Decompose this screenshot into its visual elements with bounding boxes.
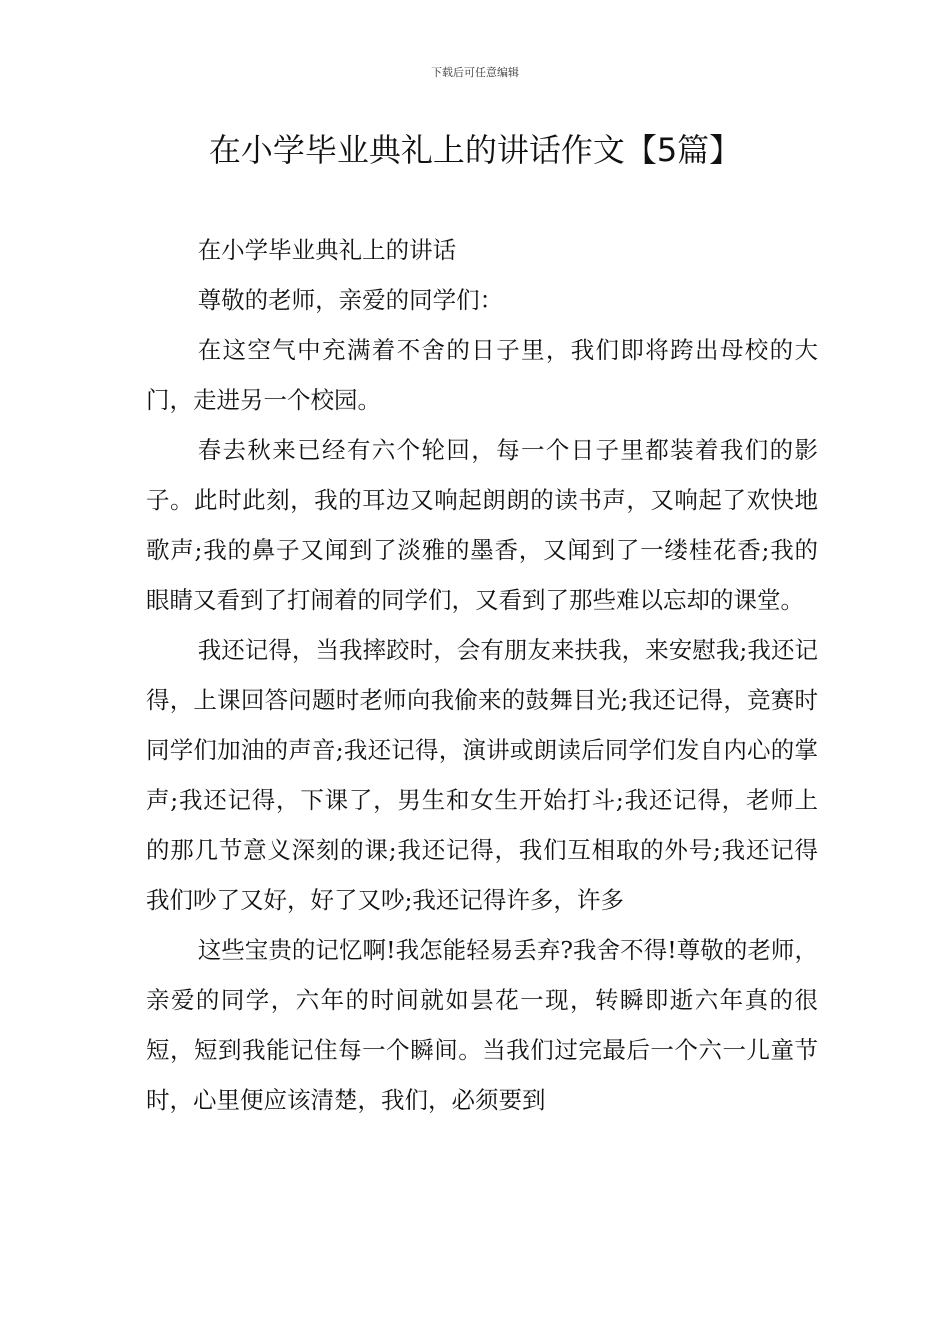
- paragraph-salutation: 尊敬的老师，亲爱的同学们：: [197, 286, 504, 314]
- paragraph: 春去秋来已经有六个轮回，每一个日子里都装着我们的影子。此时此刻，我的耳边又响起朗朗的读书声，又响起了欢快地歌声;我的鼻子又闻到了淡雅的墨香，又闻到了一缕桂花香;我的眼睛又看到了打闹着的同学们，又看到了那些难以忘却的课堂。: [146, 436, 818, 614]
- paragraph: 我还记得，当我摔跤时，会有朋友来扶我，来安慰我;我还记得，上课回答问题时老师向我偷来的鼓舞目光;我还记得，竞赛时同学们加油的声音;我还记得，演讲或朗读后同学们发自内心的掌声;我还记得，下课了，男生和女生开始打斗;我还记得，老师上的那几节意义深刻的课;我还记得，我们互相取的外号;我还记得我们吵了又好，好了又吵;我还记得许多，许多: [146, 636, 818, 914]
- paragraph: 在这空气中充满着不舍的日子里，我们即将跨出母校的大门，走进另一个校园。: [146, 336, 818, 414]
- paragraph-heading: 在小学毕业典礼上的讲话: [197, 236, 457, 264]
- header-note: 下载后可任意编辑: [431, 66, 519, 79]
- paragraph: 这些宝贵的记忆啊!我怎能轻易丢弃?我舍不得!尊敬的老师，亲爱的同学，六年的时间就如昙花一现，转瞬即逝六年真的很短，短到我能记住每一个瞬间。当我们过完最后一个六一儿童节时，心里便应该清楚，我们，必须要到: [146, 936, 818, 1114]
- document-title: 在小学毕业典礼上的讲话作文【5篇】: [208, 131, 742, 169]
- document-body: [146, 225, 818, 1125]
